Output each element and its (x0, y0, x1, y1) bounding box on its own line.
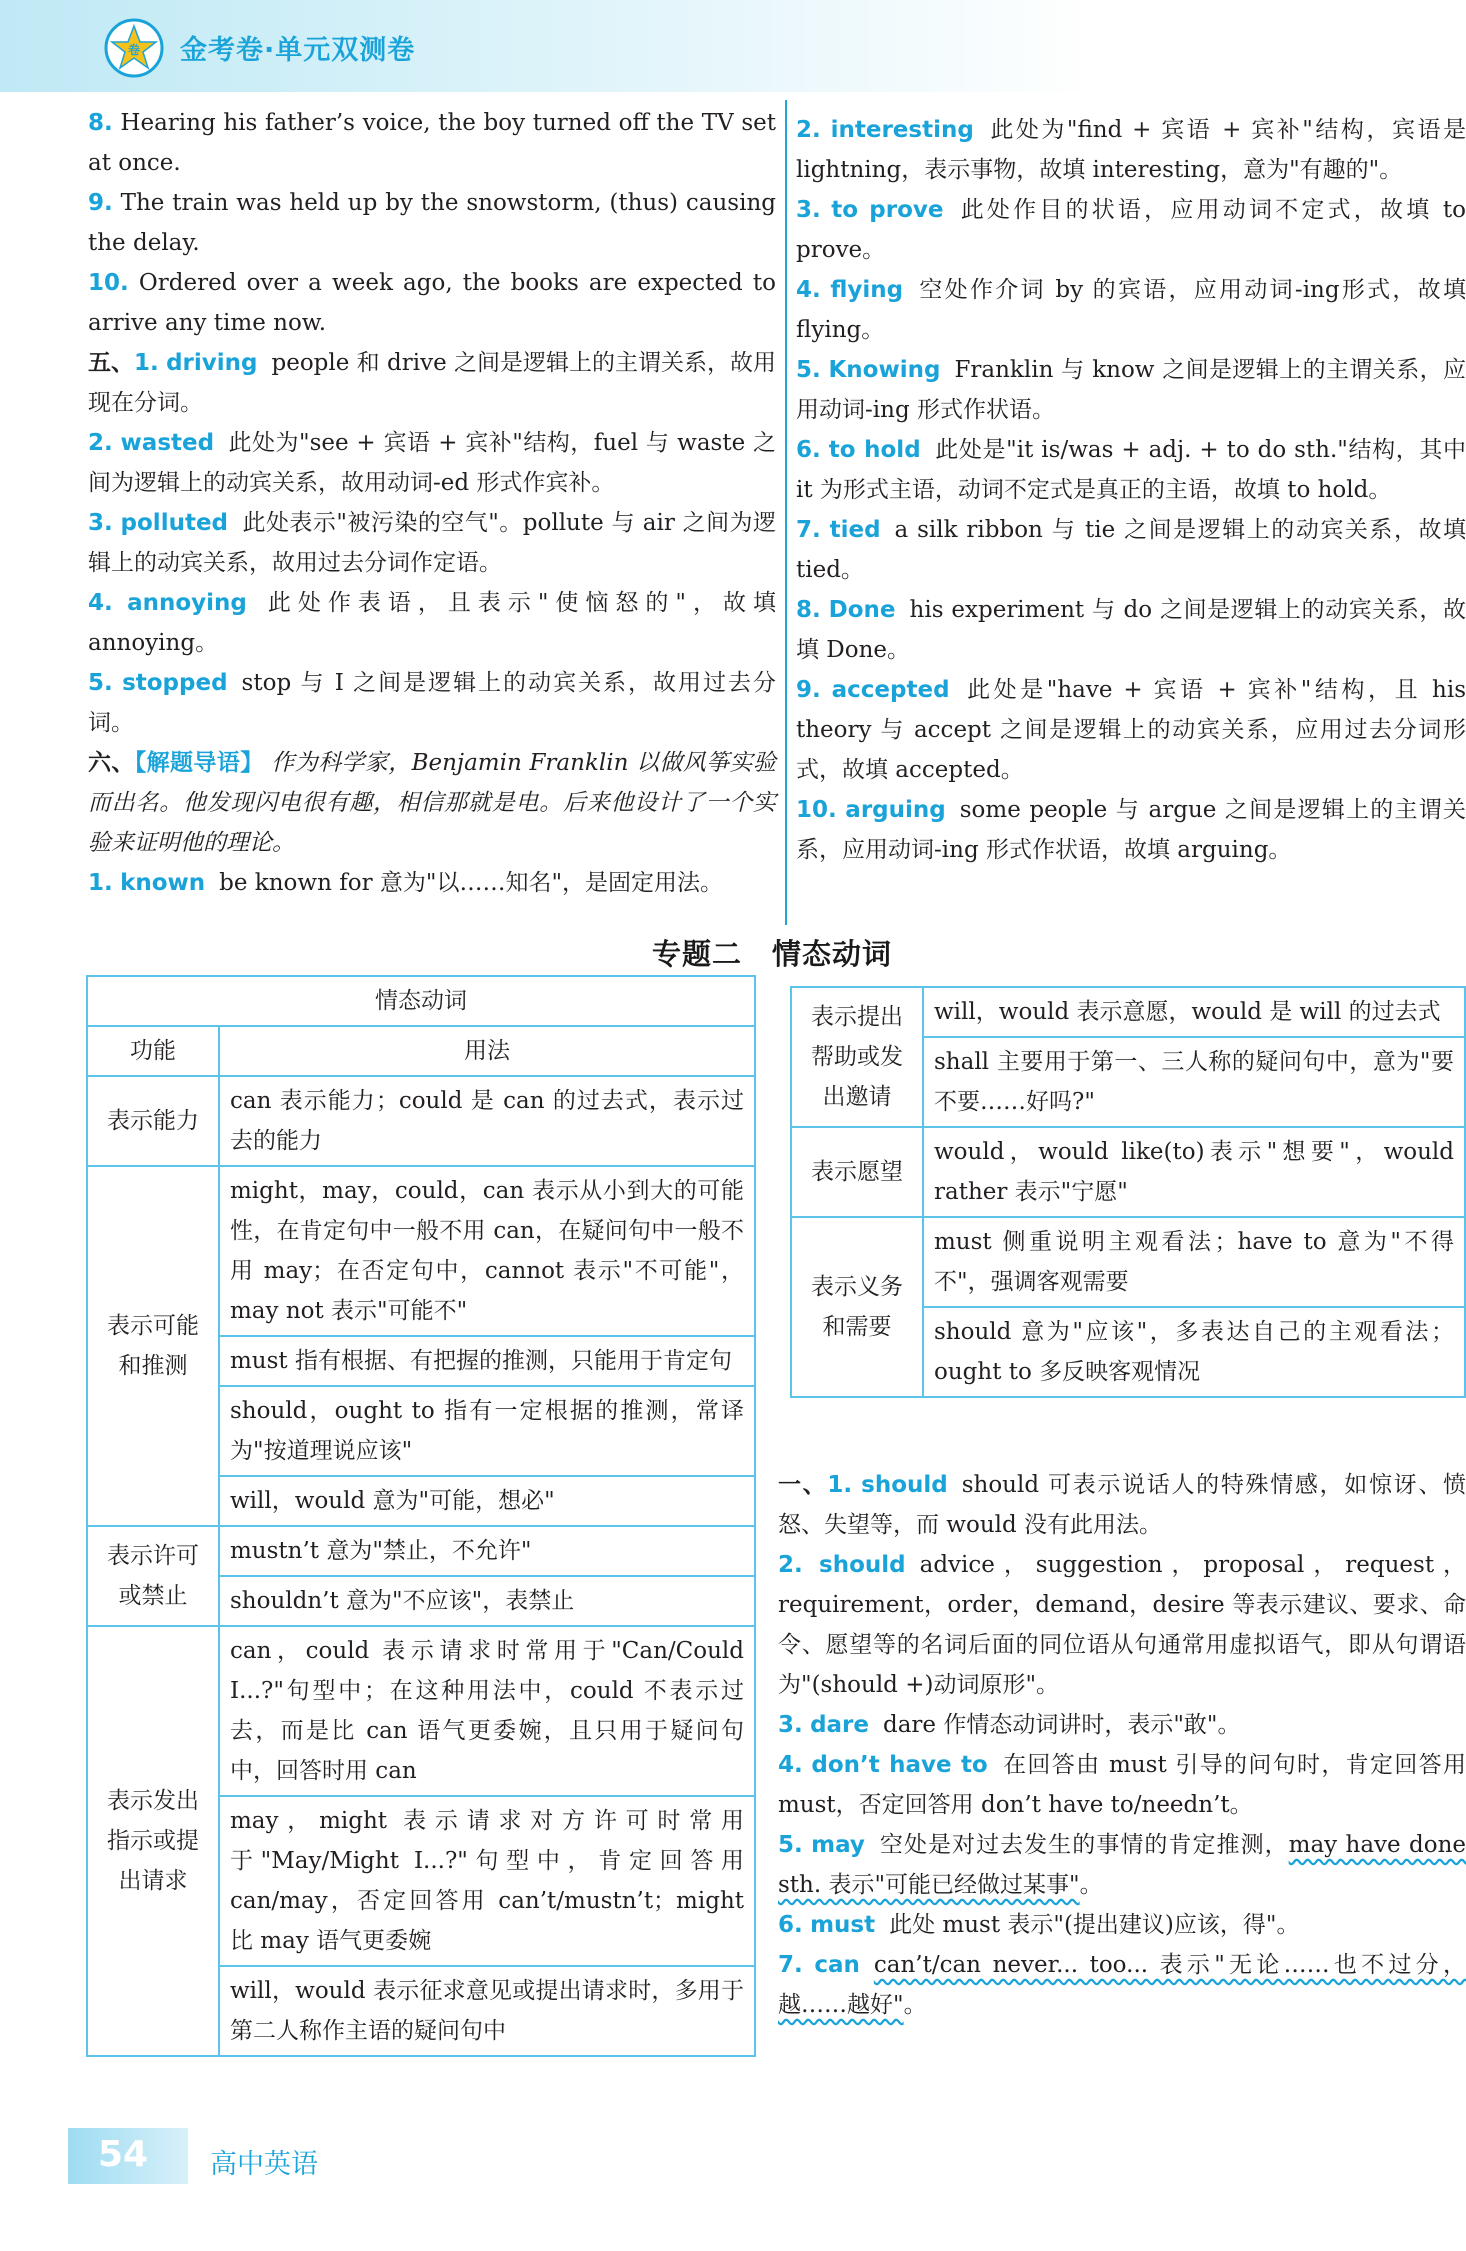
item-text: 此处是"it is/was + adj. + to do sth."结构，其中 it 为形式主语，动词不定式是真正的主语，故填 to hold。 (796, 437, 1466, 503)
item-text: 此处作表语，且表示"使恼怒的"，故填 annoying。 (88, 590, 776, 656)
answer-word: don’t have to (811, 1752, 988, 1778)
item-number: 2. (796, 117, 821, 143)
answer-word: arguing (845, 797, 946, 823)
usage-cell: shall 主要用于第一、三人称的疑问句中，意为"要不要……好吗?" (923, 1037, 1465, 1127)
answer-item (796, 350, 1466, 430)
section-label: 六、 (88, 749, 135, 776)
table-row (87, 1626, 755, 1796)
item-number: 1. (134, 350, 159, 376)
item-text: people 和 drive 之间是逻辑上的主谓关系，故用现在分词。 (88, 350, 777, 416)
usage-cell: can，could 表示请求时常用于"Can/Could I...?"句型中；在这种用法中，could 不表示过去，而是比 can 语气更委婉，且只用于疑问句中，回答时用 can (219, 1626, 755, 1796)
function-cell: 表示义务和需要 (791, 1217, 923, 1397)
answer-word: must (810, 1912, 876, 1938)
table-row (87, 1526, 755, 1576)
table-row (791, 987, 1465, 1037)
answer-word: stopped (122, 670, 228, 696)
usage-cell: will，would 表示意愿，would 是 will 的过去式 (923, 987, 1465, 1037)
item-number: 6. (796, 437, 821, 463)
item-number: 5. (778, 1832, 803, 1858)
answer-item (796, 670, 1466, 790)
usage-cell: might，may，could，can 表示从小到大的可能性，在肯定句中一般不用 can，在疑问句中一般不用 may；在否定句中，cannot 表示"不可能"，may not 表示"可能不" (219, 1166, 755, 1336)
answer-item (778, 1705, 1466, 1745)
item-number: 9. (796, 677, 821, 703)
answer-word: flying (830, 277, 904, 303)
brand-logo-icon (104, 18, 164, 78)
item-number: 3. (88, 510, 113, 536)
answer-item (778, 1545, 1466, 1705)
item-number: 4. (88, 590, 113, 616)
function-cell: 表示发出指示或提出请求 (87, 1626, 219, 2056)
item-number: 5. (88, 670, 113, 696)
item-text: Hearing his father’s voice, the boy turned off the TV set at once. (88, 110, 777, 176)
item-text: dare 作情态动词讲时，表示"敢"。 (883, 1712, 1241, 1738)
answer-item (778, 1745, 1466, 1825)
answer-item (88, 503, 776, 583)
answer-item (796, 510, 1466, 590)
page-number-badge (68, 2128, 188, 2184)
answer-word: Done (828, 597, 896, 623)
item-text: Franklin 与 know 之间是逻辑上的主谓关系，应用动词-ing 形式作状语。 (796, 357, 1466, 423)
answer-word: to prove (831, 197, 944, 223)
usage-cell: must 指有根据、有把握的推测，只能用于肯定句 (219, 1336, 755, 1386)
item-text: Ordered over a week ago, the books are expected to arrive any time now. (88, 270, 776, 336)
usage-cell: may，might 表示请求对方许可时常用于"May/Might I...?"句型中，肯定回答用 can/may，否定回答用 can’t/mustn’t；might 比 may 语气更委婉 (219, 1796, 755, 1966)
item-text: his experiment 与 do 之间是逻辑上的动宾关系，故填 Done。 (796, 597, 1466, 663)
item-text: 此处表示"被污染的空气"。pollute 与 air 之间为逻辑上的动宾关系，故用过去分词作定语。 (88, 510, 777, 576)
item-text: a silk ribbon 与 tie 之间是逻辑上的动宾关系，故填 tied。 (796, 517, 1466, 583)
item-number: 1. (88, 870, 113, 896)
answer-item (796, 270, 1466, 350)
usage-cell: will，would 意为"可能，想必" (219, 1476, 755, 1526)
section-label: 五、 (88, 349, 135, 376)
item-number: 4. (778, 1752, 803, 1778)
answer-item (88, 343, 776, 423)
item-text: 空处作介词 by 的宾语，应用动词-ing形式，故填 flying。 (796, 277, 1466, 343)
answer-item (88, 423, 776, 503)
item-number: 10. (88, 270, 129, 296)
answer-word: known (120, 870, 206, 896)
usage-cell: must 侧重说明主观看法；have to 意为"不得不"，强调客观需要 (923, 1217, 1465, 1307)
answer-item (796, 110, 1466, 190)
guide-tag: 【解题导语】 (134, 750, 264, 776)
item-number: 3. (796, 197, 821, 223)
answer-item (88, 183, 776, 263)
answer-item (88, 103, 776, 183)
function-cell: 表示许可或禁止 (87, 1526, 219, 1626)
item-number: 8. (88, 110, 113, 136)
guide-text: 作为科学家，Benjamin Franklin 以做风筝实验而出名。他发现闪电很有趣，相信那就是电。后来他设计了一个实验来证明他的理论。 (88, 750, 777, 856)
modal-verbs-table-continued (790, 986, 1466, 1398)
answer-word: wasted (120, 430, 215, 456)
answer-item (796, 790, 1466, 870)
item-text-underlined: can’t/can never... too... 表示"无论……也不过分， (873, 1952, 1466, 1978)
usage-cell: will，would 表示征求意见或提出请求时，多用于第二人称作主语的疑问句中 (219, 1966, 755, 2056)
usage-cell: should，ought to 指有一定根据的推测，常译为"按道理说应该" (219, 1386, 755, 1476)
table-title: 情态动词 (87, 976, 755, 1026)
usage-cell: can 表示能力；could 是 can 的过去式，表示过去的能力 (219, 1076, 755, 1166)
answer-word: may (811, 1832, 865, 1858)
usage-cell: would，would like(to)表示"想要"，would rather 表示"宁愿" (923, 1127, 1465, 1217)
topic-title: 专题二 情态动词 (652, 937, 893, 971)
item-text-underlined: 越……越好" (778, 1992, 904, 2018)
table-row (87, 1076, 755, 1166)
answer-word: polluted (120, 510, 229, 536)
item-text: 在回答由 must 引导的问句时，肯定回答用 must，否定回答用 don’t have to/needn’t。 (778, 1752, 1466, 1818)
answer-word: dare (810, 1712, 869, 1738)
item-text-underlined: may have done sth. 表示"可能已经做过某事" (778, 1832, 1466, 1898)
answer-word: accepted (831, 677, 950, 703)
header-bar (0, 0, 1466, 92)
item-text: 空处是对过去发生的事情的肯定推测， (878, 1832, 1289, 1858)
item-number: 5. (796, 357, 821, 383)
subject-label: 高中英语 (210, 2149, 318, 2180)
guide-paragraph (88, 743, 776, 863)
item-text: 此处是"have + 宾语 + 宾补"结构，且 his theory 与 accept 之间是逻辑上的动宾关系，应用过去分词形式，故填 accepted。 (796, 677, 1466, 783)
answer-word: to hold (828, 437, 921, 463)
answer-item (796, 590, 1466, 670)
item-number: 8. (796, 597, 821, 623)
answer-item (88, 863, 776, 903)
item-text: 此处 must 表示"(提出建议)应该，得"。 (889, 1912, 1300, 1938)
answer-word: Knowing (828, 357, 941, 383)
item-number: 3. (778, 1712, 803, 1738)
page-number: 54 (98, 2134, 149, 2175)
item-number: 6. (778, 1912, 803, 1938)
usage-cell: should 意为"应该"，多表达自己的主观看法；ought to 多反映客观情况 (923, 1307, 1465, 1397)
answer-item (778, 1945, 1466, 2025)
item-text: The train was held up by the snowstorm, (thus) causing the delay. (88, 190, 776, 256)
answer-word: should (861, 1472, 948, 1498)
usage-cell: mustn’t 意为"禁止，不允许" (219, 1526, 755, 1576)
item-number: 2. (778, 1552, 803, 1578)
item-number: 9. (88, 190, 113, 216)
answer-item (778, 1905, 1466, 1945)
function-cell: 表示愿望 (791, 1127, 923, 1217)
answer-word: annoying (127, 590, 247, 616)
table-header-usage: 用法 (219, 1026, 755, 1076)
right-column-answers (778, 1465, 1466, 2025)
item-text: should 可表示说话人的特殊情感，如惊讶、愤怒、失望等，而 would 没有此用法。 (778, 1472, 1466, 1538)
function-cell: 表示提出帮助或发出邀请 (791, 987, 923, 1127)
answer-item (796, 430, 1466, 510)
item-text: 此处为"see + 宾语 + 宾补"结构，fuel 与 waste 之间为逻辑上的动宾关系，故用动词-ed 形式作宾补。 (88, 430, 776, 496)
answer-word: should (819, 1552, 906, 1578)
item-text: some people 与 argue 之间是逻辑上的主谓关系，应用动词-ing 形式作状语，故填 arguing。 (796, 797, 1466, 863)
table-row (87, 1166, 755, 1336)
item-text: be known for 意为"以……知名"，是固定用法。 (219, 870, 724, 896)
section-label: 一、 (778, 1471, 828, 1498)
item-text: 此处为"find + 宾语 + 宾补"结构，宾语是 lightning，表示事物，故填 interesting，意为"有趣的"。 (796, 117, 1466, 183)
table-row (791, 1217, 1465, 1307)
answer-word: driving (166, 350, 258, 376)
answer-word: can (814, 1952, 860, 1978)
answer-item (88, 583, 776, 663)
answer-item (778, 1825, 1466, 1905)
answer-item (796, 190, 1466, 270)
table-header-function: 功能 (87, 1026, 219, 1076)
item-text: advice，suggestion，proposal，request，requirement，order，demand，desire 等表示建议、要求、命令、愿望等的名词后面的同位语从句通常用虚拟语气，即从句谓语为"(should +)动词原形"。 (778, 1552, 1466, 1698)
right-column (796, 110, 1466, 870)
item-number: 7. (796, 517, 821, 543)
item-text: 此处作目的状语，应用动词不定式，故填 to prove。 (796, 197, 1466, 263)
answer-item (88, 263, 776, 343)
item-number: 1. (827, 1472, 853, 1498)
item-text: 。 (903, 1992, 927, 2018)
modal-verbs-table (86, 975, 756, 2057)
brand-title: 金考卷·单元双测卷 (180, 35, 416, 66)
usage-cell: shouldn’t 意为"不应该"，表禁止 (219, 1576, 755, 1626)
answer-item (88, 663, 776, 743)
answer-item (778, 1465, 1466, 1545)
item-number: 2. (88, 430, 113, 456)
logo-text: 卷 (127, 43, 141, 57)
item-number: 4. (796, 277, 821, 303)
function-cell: 表示能力 (87, 1076, 219, 1166)
function-cell: 表示可能和推测 (87, 1166, 219, 1526)
item-text: 。 (1079, 1872, 1103, 1898)
item-text: stop 与 I 之间是逻辑上的动宾关系，故用过去分词。 (88, 670, 777, 736)
answer-word: tied (829, 517, 881, 543)
left-column (88, 103, 776, 903)
item-number: 10. (796, 797, 837, 823)
column-divider (785, 100, 787, 925)
table-row (791, 1127, 1465, 1217)
answer-word: interesting (830, 117, 974, 143)
item-number: 7. (778, 1952, 803, 1978)
